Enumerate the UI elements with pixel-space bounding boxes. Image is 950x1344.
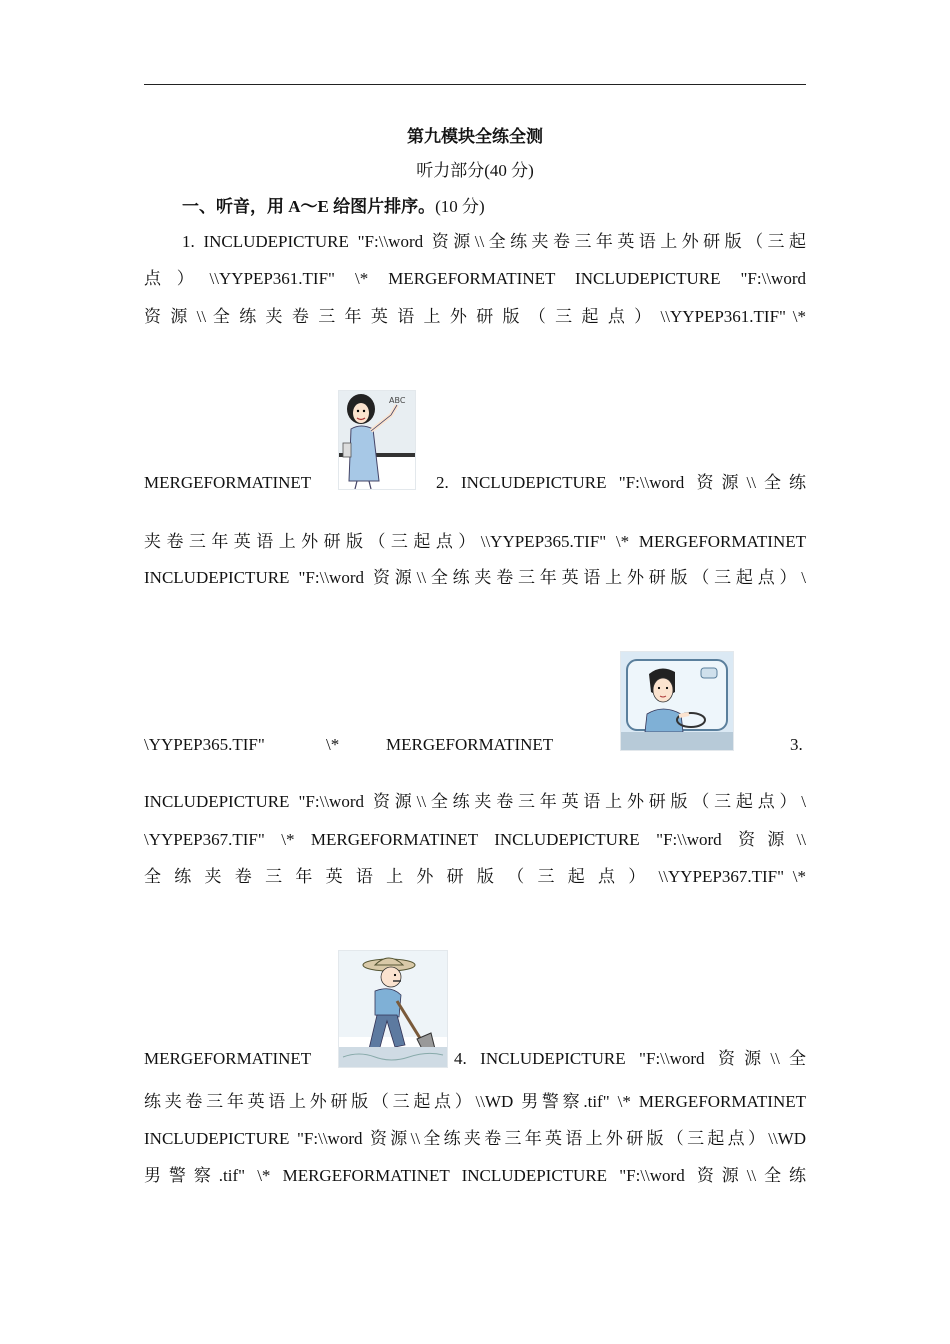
page-title: 第九模块全练全测 [407, 127, 543, 146]
item4-line1: 4. INCLUDEPICTURE "F:\\word 资源\\全 [454, 1049, 806, 1068]
item3-line2: \YYPEP367.TIF" \* MERGEFORMATINET INCLUDEPICTURE "F:\\word 资源\\ [144, 830, 806, 849]
item4-line4: 男警察.tif" \* MERGEFORMATINET INCLUDEPICTURE "F:\\word 资源\\全练 [144, 1166, 806, 1185]
item2-line4a: \YYPEP365.TIF" [144, 735, 265, 754]
item2-line1: 2. INCLUDEPICTURE "F:\\word 资源\\全练 [436, 473, 806, 492]
item3-line3: 全 练 夹 卷 三 年 英 语 上 外 研 版 （ 三 起 点 ） \\YYPEP367.TIF" \* [144, 867, 806, 886]
item3-line1: INCLUDEPICTURE "F:\\word 资源\\全练夹卷三年英语上外研版（三起点）\ [144, 792, 806, 811]
section-points: (10 分) [435, 197, 485, 216]
section-number: 一、 [182, 197, 216, 216]
item1-line2: 点）\\YYPEP361.TIF" \* MERGEFORMATINET INCLUDEPICTURE "F:\\word [144, 269, 806, 288]
item2-line4b: \* [326, 735, 340, 754]
item1-line1: 1. INCLUDEPICTURE "F:\\word 资源\\全练夹卷三年英语上外研版（三起 [182, 232, 806, 251]
item2-line2: 夹卷三年英语上外研版（三起点）\\YYPEP365.TIF" \* MERGEFORMATINET [144, 532, 806, 551]
picture-farmer [338, 950, 448, 1068]
picture-driver [620, 651, 734, 751]
item4-line2: 练夹卷三年英语上外研版（三起点）\\WD 男警察.tif" \* MERGEFORMATINET [144, 1092, 806, 1111]
item2-line3: INCLUDEPICTURE "F:\\word 资源\\全练夹卷三年英语上外研版（三起点）\ [144, 568, 806, 587]
driver-illustration [621, 652, 733, 750]
section-text: 听音，用 [216, 197, 289, 216]
picture-teacher [338, 390, 416, 490]
item3-line4: MERGEFORMATINET [144, 1049, 312, 1068]
board-abc-text: ABC [389, 396, 406, 405]
teacher-illustration [339, 391, 415, 489]
item2-line4c: MERGEFORMATINET [386, 735, 554, 754]
item3-number: 3. [790, 735, 803, 754]
item4-line3: INCLUDEPICTURE "F:\\word 资源\\全练夹卷三年英语上外研版（三起点）\\WD [144, 1129, 806, 1148]
section-rest: 给图片排序。 [328, 197, 436, 216]
item1-line3: 资 源 \\ 全 练 夹 卷 三 年 英 语 上 外 研 版 （ 三 起 点 ） \\YYPEP361.TIF" \* [144, 307, 806, 326]
section-heading [182, 196, 485, 218]
header-rule [144, 84, 806, 85]
page-subtitle: 听力部分(40 分) [416, 161, 534, 180]
farmer-illustration [339, 951, 447, 1067]
section-range: A～E [288, 197, 329, 216]
item1-line4: MERGEFORMATINET [144, 473, 312, 492]
